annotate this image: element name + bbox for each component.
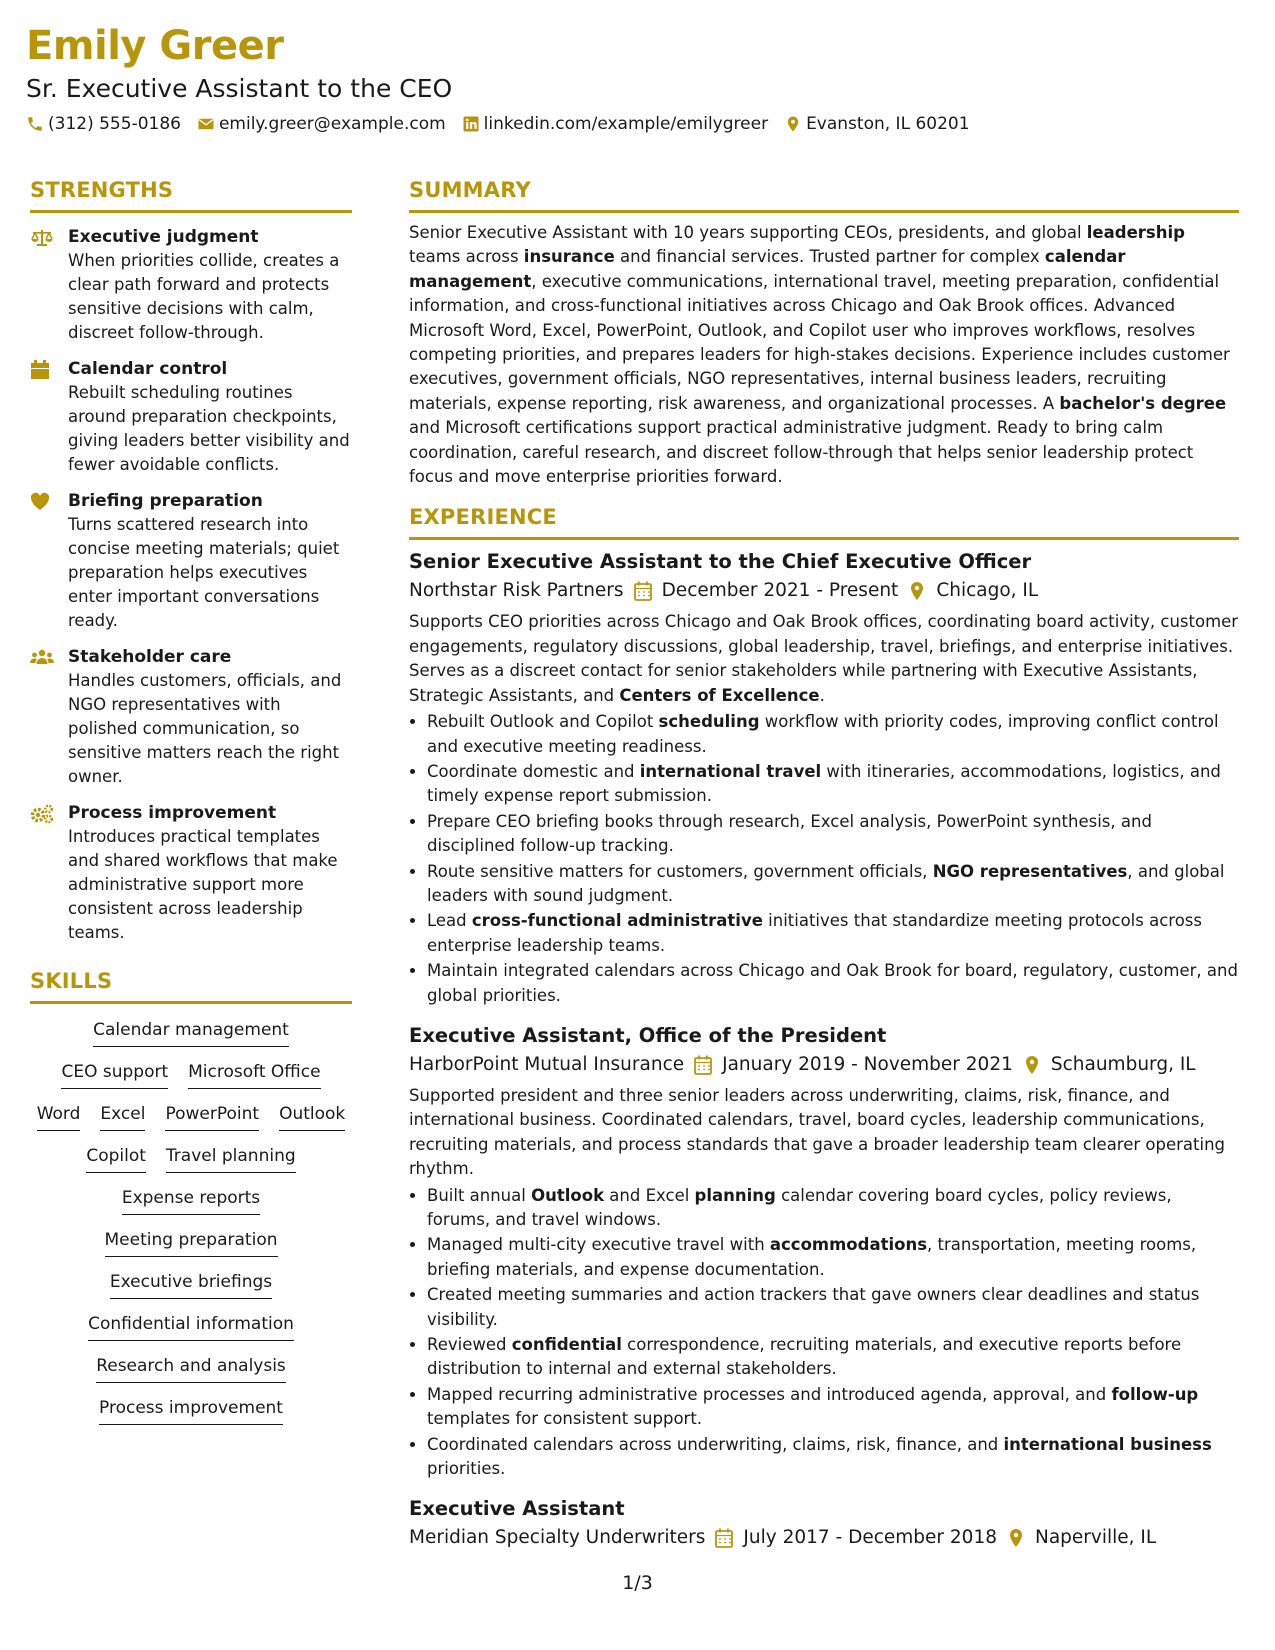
emphasis-text: Centers of Excellence (619, 685, 820, 705)
text-run: Prepare CEO briefing books through research, Excel analysis, PowerPoint synthesis, and disciplined follow-up tracking. (427, 811, 1152, 856)
job-bullets (409, 710, 1239, 1008)
envelope-icon (197, 115, 215, 133)
skill-tag: PowerPoint (165, 1102, 259, 1131)
job-dates: July 2017 - December 2018 (743, 1527, 997, 1549)
gears-icon (30, 804, 54, 824)
text-run: Senior Executive Assistant with 10 years supporting CEOs, presidents, and global (409, 223, 1087, 242)
text-run: Maintain integrated calendars across Chicago and Oak Brook for board, regulatory, customer, and global priorities. (427, 961, 1238, 1005)
text-run: workflow with priority codes, improving conflict control and executive meeting readiness. (427, 712, 1219, 756)
scale-icon (30, 228, 54, 248)
skill-tag: Executive briefings (110, 1270, 272, 1299)
contact-email[interactable] (197, 112, 446, 136)
text-run: calendar covering board cycles, policy reviews, forums, and travel windows. (427, 1185, 1172, 1229)
job-title: Senior Executive Assistant to the Chief Executive Officer (409, 550, 1032, 574)
bullet-item (427, 909, 1239, 958)
job-title: Executive Assistant (409, 1497, 625, 1521)
emphasis-text: planning (694, 1185, 776, 1205)
skill-tag: Travel planning (166, 1144, 296, 1173)
bullet-item (427, 1184, 1239, 1233)
emphasis-text: bachelor's degree (1059, 393, 1227, 413)
job-company: Meridian Specialty Underwriters (409, 1527, 706, 1549)
contact-phone[interactable] (26, 112, 181, 136)
job-description (409, 610, 1239, 708)
job-dates: December 2021 - Present (661, 580, 899, 602)
strength-title: Briefing preparation (68, 491, 263, 511)
strength-description: Rebuilt scheduling routines around preparation checkpoints, giving leaders better visibility and fewer avoidable conflicts. (68, 383, 350, 474)
skills-list (30, 1018, 352, 1425)
location-pin-icon (1023, 1055, 1041, 1075)
contact-location-text: Evanston, IL 60201 (806, 114, 970, 134)
text-run: teams across (409, 247, 524, 267)
job-company: HarborPoint Mutual Insurance (409, 1053, 685, 1075)
job-meta (409, 576, 1239, 606)
job-company: Northstar Risk Partners (409, 580, 624, 602)
skills-heading: SKILLS (30, 967, 352, 1004)
emphasis-text: NGO representatives (932, 861, 1128, 881)
linkedin-icon (462, 115, 480, 133)
text-run: Supported president and three senior leaders across underwriting, claims, risk, finance, and international business. Coordinated calendars, travel, board cycles, leadership communications, recruiting materials, and process standards that gave a broader leadership team clearer operating rhythm. (409, 1085, 1226, 1179)
skill-tag: Expense reports (122, 1186, 260, 1215)
text-run: Reviewed (427, 1335, 512, 1355)
strength-title: Calendar control (68, 359, 228, 379)
skill-tag: Copilot (86, 1144, 146, 1173)
contact-linkedin[interactable] (462, 112, 768, 136)
text-run: Supports CEO priorities across Chicago and Oak Brook offices, coordinating board activity, customer engagements, regulatory discussions, global leadership, travel, briefings, and enterprise initiatives. Serves as a discreet contact for senior stakeholders while partnering with Executive Assistants, Strategic Assistants, and (409, 612, 1239, 705)
strengths-heading: STRENGTHS (30, 176, 352, 213)
emphasis-text: insurance (523, 247, 615, 267)
job-entry (409, 1495, 1239, 1553)
text-run: Built annual (427, 1185, 532, 1205)
skill-tag: Word (37, 1102, 81, 1131)
contact-location (784, 112, 969, 136)
job-meta (409, 1050, 1239, 1080)
contact-linkedin-text: linkedin.com/example/emilygreer (483, 114, 769, 134)
text-run: Rebuilt Outlook and Copilot (427, 712, 659, 732)
text-run: Managed multi-city executive travel with (427, 1235, 770, 1255)
location-pin-icon (784, 115, 802, 133)
skill-tag: Excel (100, 1102, 145, 1131)
text-run: , executive communications, international travel, meeting preparation, confidential information, and cross-functional initiatives across Chicago and Oak Brook offices. Advanced Microsoft Word, Excel, PowerPoint, Outlook, and Copilot user who improves workflows, resolves competing priorities, and prepares leaders for high-stakes decisions. Experience includes customer executives, government officials, NGO representatives, internal business leaders, recruiting materials, expense reporting, risk awareness, and organizational processes. A (409, 271, 1230, 413)
contact-bar (26, 112, 970, 136)
text-run: templates for consistent support. (427, 1409, 703, 1429)
bullet-item (427, 1283, 1239, 1332)
text-run: , and global leaders with sound judgment. (427, 861, 1225, 905)
bullet-item (427, 860, 1239, 909)
calendar-icon (30, 360, 52, 380)
job-entry (409, 548, 1239, 1008)
text-run: Route sensitive matters for customers, government officials, (427, 861, 933, 881)
job-bullets (409, 1184, 1239, 1482)
job-description (409, 1084, 1239, 1182)
summary-heading: SUMMARY (409, 176, 1239, 213)
calendar-icon (694, 1055, 712, 1075)
right-column (409, 176, 1239, 1553)
job-location: Naperville, IL (1034, 1527, 1157, 1549)
emphasis-text: cross-functional administrative (471, 911, 763, 931)
text-run: Created meeting summaries and action trackers that gave owners clear deadlines and status visibility. (427, 1285, 1200, 1329)
job-entry (409, 1022, 1239, 1482)
calendar-icon (634, 581, 652, 601)
text-run: Mapped recurring administrative processes and introduced agenda, approval, and (427, 1384, 1112, 1404)
location-pin-icon (908, 581, 926, 601)
text-run: Lead (427, 911, 472, 931)
summary-text (409, 221, 1239, 489)
strength-description: Turns scattered research into concise meeting materials; quiet preparation helps executives enter important conversations ready. (68, 515, 340, 630)
strength-description: Handles customers, officials, and NGO representatives with polished communication, so sensitive matters reach the right owner. (68, 671, 342, 786)
skill-tag: CEO support (61, 1060, 168, 1089)
emphasis-text: leadership (1086, 223, 1185, 242)
strength-item (30, 225, 352, 345)
emphasis-text: international business (1003, 1434, 1212, 1454)
skill-tag: Research and analysis (96, 1354, 286, 1383)
phone-icon (26, 115, 44, 133)
text-run: with itineraries, accommodations, logistics, and timely expense report submission. (427, 761, 1221, 806)
emphasis-text: confidential (511, 1335, 622, 1355)
emphasis-text: calendar management (409, 247, 1126, 291)
bullet-item (427, 959, 1239, 1008)
text-run: , transportation, meeting rooms, briefing materials, and expense documentation. (427, 1235, 1197, 1279)
strength-item (30, 489, 352, 633)
emphasis-text: accommodations (769, 1235, 928, 1255)
candidate-name: Emily Greer (26, 23, 284, 69)
job-title: Executive Assistant, Office of the President (409, 1023, 887, 1047)
people-group-icon (30, 648, 54, 668)
text-run: . (819, 685, 825, 705)
skill-tag: Outlook (279, 1102, 345, 1131)
emphasis-text: scheduling (658, 712, 760, 732)
bullet-item (427, 1233, 1239, 1282)
text-run: Coordinated calendars across underwriting, claims, risk, finance, and (427, 1434, 1004, 1454)
experience-heading: EXPERIENCE (409, 503, 1239, 540)
strength-title: Stakeholder care (68, 647, 232, 667)
job-meta (409, 1523, 1239, 1553)
text-run: and financial services. Trusted partner for complex (614, 247, 1045, 267)
job-dates: January 2019 - November 2021 (722, 1053, 1013, 1075)
skill-tag: Confidential information (88, 1312, 294, 1341)
heart-icon (30, 492, 52, 512)
text-run: priorities. (427, 1459, 506, 1479)
emphasis-text: international travel (639, 761, 822, 781)
bullet-item (427, 1383, 1239, 1432)
page-number: 1/3 (622, 1572, 653, 1594)
contact-phone-text: (312) 555-0186 (48, 114, 181, 134)
text-run: correspondence, recruiting materials, and executive reports before distribution to internal and external stakeholders. (427, 1335, 1182, 1379)
strength-description: Introduces practical templates and shared workflows that make administrative support more consistent across leadership teams. (68, 827, 338, 942)
bullet-item (427, 1333, 1239, 1382)
text-run: and Excel (604, 1185, 695, 1205)
strength-item (30, 801, 352, 945)
strength-description: When priorities collide, creates a clear path forward and protects sensitive decisions with calm, discreet follow-through. (68, 251, 340, 342)
text-run: and Microsoft certifications support practical administrative judgment. Ready to bring calm coordination, careful research, and discreet follow-through that helps senior leadership protect focus and move enterprise priorities forward. (409, 418, 1194, 487)
strength-title: Executive judgment (68, 227, 259, 247)
emphasis-text: follow-up (1111, 1384, 1199, 1404)
skill-tag: Calendar management (93, 1018, 289, 1047)
strength-item (30, 357, 352, 477)
bullet-item (427, 810, 1239, 859)
left-column (30, 176, 352, 1425)
emphasis-text: Outlook (531, 1185, 605, 1205)
text-run: initiatives that standardize meeting protocols across enterprise leadership teams. (427, 911, 1202, 955)
calendar-icon (715, 1528, 733, 1548)
skill-tag: Microsoft Office (188, 1060, 320, 1089)
strength-item (30, 645, 352, 789)
bullet-item (427, 710, 1239, 759)
text-run: Coordinate domestic and (427, 761, 640, 781)
strength-title: Process improvement (68, 803, 277, 823)
bullet-item (427, 1433, 1239, 1482)
contact-email-text: emily.greer@example.com (218, 114, 446, 134)
job-location: Schaumburg, IL (1050, 1053, 1196, 1075)
bullet-item (427, 760, 1239, 809)
skill-tag: Process improvement (99, 1396, 283, 1425)
skill-tag: Meeting preparation (105, 1228, 278, 1257)
candidate-title: Sr. Executive Assistant to the CEO (26, 74, 453, 103)
job-location: Chicago, IL (936, 580, 1039, 602)
location-pin-icon (1007, 1528, 1025, 1548)
